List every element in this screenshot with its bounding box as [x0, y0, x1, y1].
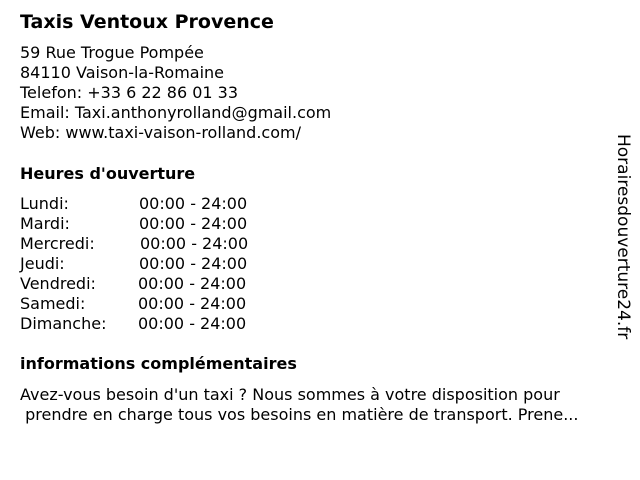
info-description — [20, 385, 635, 425]
description-line: prendre en charge tous vos besoins en matière de transport. Prene... — [20, 405, 579, 424]
day-label: Vendredi: — [20, 274, 96, 293]
day-label: Mardi: — [20, 214, 70, 233]
day-label: Dimanche: — [20, 314, 107, 333]
watermark-text: Horairesdouverture24.fr — [613, 134, 633, 340]
city-address: 84110 Vaison-la-Romaine — [20, 63, 225, 82]
business-name: Taxis Ventoux Provence — [20, 11, 274, 33]
opening-hours-table — [20, 194, 320, 334]
hours-row-saturday — [20, 294, 320, 314]
hours-row-tuesday — [20, 214, 320, 234]
time-range: 00:00 - 24:00 — [140, 234, 249, 253]
contact-block — [20, 43, 331, 143]
day-label: Lundi: — [20, 194, 69, 213]
hours-row-monday — [20, 194, 320, 214]
day-label: Jeudi: — [20, 254, 65, 273]
hours-row-friday — [20, 274, 320, 294]
day-label: Samedi: — [20, 294, 86, 313]
time-range: 00:00 - 24:00 — [139, 214, 248, 233]
time-range: 00:00 - 24:00 — [138, 294, 247, 313]
hours-row-sunday — [20, 314, 320, 334]
info-heading: informations complémentaires — [20, 354, 297, 373]
time-range: 00:00 - 24:00 — [138, 274, 247, 293]
time-range: 00:00 - 24:00 — [138, 314, 247, 333]
phone-line: Telefon: +33 6 22 86 01 33 — [20, 83, 239, 102]
day-label: Mercredi: — [20, 234, 95, 253]
hours-row-wednesday — [20, 234, 320, 254]
street-address: 59 Rue Trogue Pompée — [20, 43, 204, 62]
hours-row-thursday — [20, 254, 320, 274]
email-line: Email: Taxi.anthonyrolland@gmail.com — [20, 103, 332, 122]
description-line: Avez-vous besoin d'un taxi ? Nous sommes à votre disposition pour — [20, 385, 560, 404]
time-range: 00:00 - 24:00 — [139, 194, 248, 213]
web-line: Web: www.taxi-vaison-rolland.com/ — [20, 123, 301, 142]
site-watermark — [612, 134, 636, 370]
hours-heading: Heures d'ouverture — [20, 164, 196, 183]
time-range: 00:00 - 24:00 — [139, 254, 248, 273]
